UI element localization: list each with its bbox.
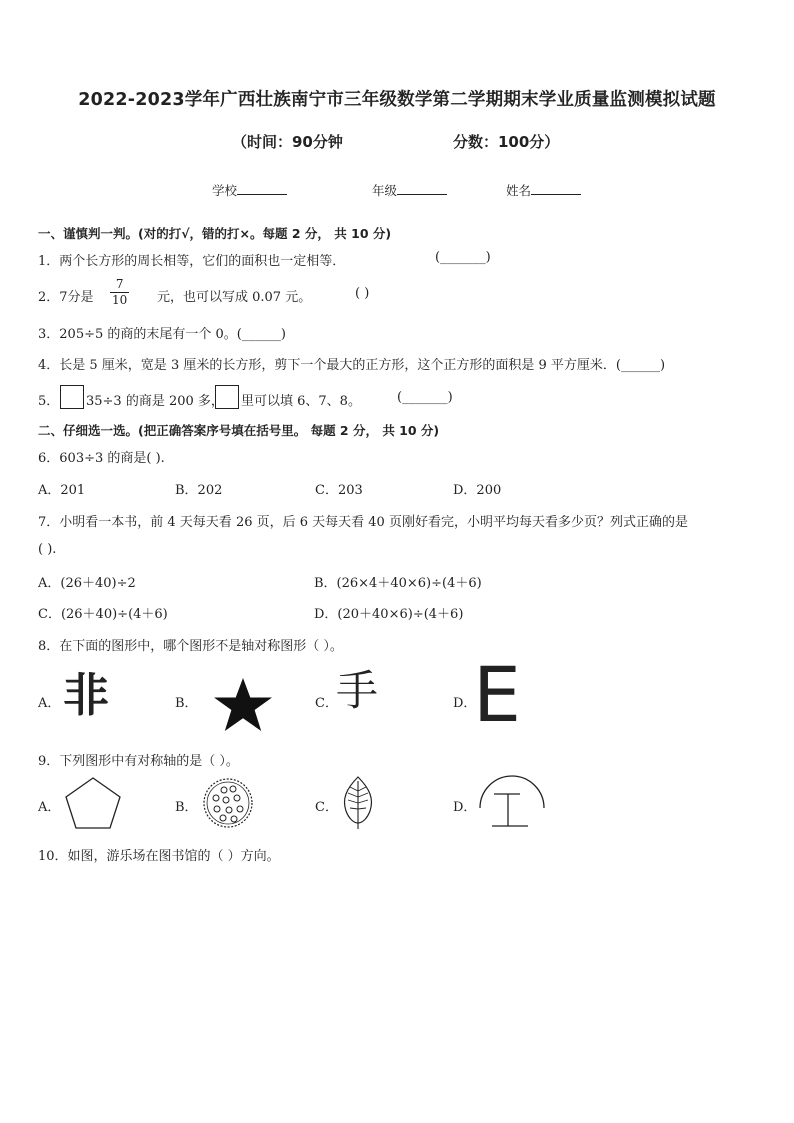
q9-label-a[interactable]: A．	[38, 800, 61, 815]
pentagon-icon	[64, 776, 122, 830]
q9-label-c[interactable]: C．	[315, 800, 338, 815]
leaf-icon	[340, 775, 376, 831]
q6-option-d[interactable]: D．200	[453, 483, 502, 498]
star-icon	[212, 677, 274, 733]
school-blank[interactable]	[237, 182, 287, 195]
q8-label-c[interactable]: C．	[315, 696, 338, 711]
q8-figure-shou-char: 手	[336, 666, 379, 715]
question-2-pre: 2．7分是	[38, 290, 94, 305]
question-5-pre: 5．	[38, 394, 60, 409]
question-5-mid: 35÷3 的商是 200 多，	[86, 394, 224, 409]
school-field[interactable]	[212, 181, 287, 199]
question-10: 10．如图，游乐场在图书馆的（ ）方向。	[38, 849, 280, 864]
dotted-cookie-icon	[202, 776, 254, 830]
question-2-post: 元，也可以写成 0.07 元。	[157, 290, 312, 305]
q8-figure-e-letter: E	[473, 650, 522, 739]
question-1: 1．两个长方形的周长相等，它们的面积也一定相等．	[38, 254, 346, 269]
question-3: 3．205÷5 的商的末尾有一个 0。(______)	[38, 327, 286, 342]
fraction-numerator: 7	[110, 277, 129, 293]
name-label: 姓名	[506, 183, 532, 198]
question-6: 6．603÷3 的商是( ).	[38, 451, 165, 466]
q9-label-d[interactable]: D．	[453, 800, 477, 815]
grade-field[interactable]	[372, 181, 447, 199]
fraction-denominator: 10	[112, 293, 128, 307]
exam-score: 分数：100分）	[453, 133, 560, 151]
grade-label: 年级	[372, 183, 398, 198]
q8-label-b[interactable]: B．	[175, 696, 198, 711]
q7-option-c[interactable]: C．(26＋40)÷(4＋6)	[38, 607, 168, 622]
q8-label-a[interactable]: A．	[38, 696, 61, 711]
q7-option-a[interactable]: A．(26＋40)÷2	[38, 576, 136, 591]
question-5-box-2[interactable]	[215, 385, 239, 409]
question-5-box-1[interactable]	[60, 385, 84, 409]
q7-option-d[interactable]: D．(20＋40×6)÷(4＋6)	[314, 607, 464, 622]
q6-option-a[interactable]: A．201	[38, 483, 86, 498]
section1-heading: 一、谨慎判一判。(对的打√，错的打×。每题 2 分， 共 10 分)	[38, 226, 392, 241]
q6-option-b[interactable]: B．202	[175, 483, 223, 498]
section2-heading: 二、仔细选一选。(把正确答案序号填在括号里。 每题 2 分， 共 10 分)	[38, 423, 440, 438]
q8-label-d[interactable]: D．	[453, 696, 477, 711]
q8-figure-fei-char: 非	[63, 668, 109, 722]
question-7-line1: 7．小明看一本书，前 4 天每天看 26 页，后 6 天每天看 40 页刚好看完，小明平均每天看多少页？列式正确的是	[38, 515, 688, 530]
fraction-7-10	[110, 277, 129, 308]
question-2-blank[interactable]: ( )	[355, 286, 370, 301]
grade-blank[interactable]	[397, 182, 447, 195]
question-1-blank[interactable]: (_______)	[435, 250, 491, 265]
q7-option-b[interactable]: B．(26×4＋40×6)÷(4＋6)	[314, 576, 482, 591]
question-5-blank[interactable]: (_______)	[397, 390, 453, 405]
name-blank[interactable]	[531, 182, 581, 195]
question-4: 4．长是 5 厘米，宽是 3 厘米的长方形，剪下一个最大的正方形，这个正方形的面积是 9 平方厘米．(______)	[38, 358, 666, 373]
exam-time: （时间：90分钟	[232, 133, 343, 151]
name-field[interactable]	[506, 181, 581, 199]
question-5-post: 里可以填 6、7、8。	[241, 394, 361, 409]
arc-with-shape-icon	[478, 774, 546, 832]
question-7-line2: ( ).	[38, 542, 57, 557]
question-9: 9．下列图形中有对称轴的是（ ）。	[38, 754, 239, 769]
q6-option-c[interactable]: C．203	[315, 483, 363, 498]
page-title: 2022-2023学年广西壮族南宁市三年级数学第二学期期末学业质量监测模拟试题	[78, 90, 716, 110]
question-8: 8．在下面的图形中，哪个图形不是轴对称图形（ ）。	[38, 639, 343, 654]
q9-label-b[interactable]: B．	[175, 800, 198, 815]
school-label: 学校	[212, 183, 238, 198]
